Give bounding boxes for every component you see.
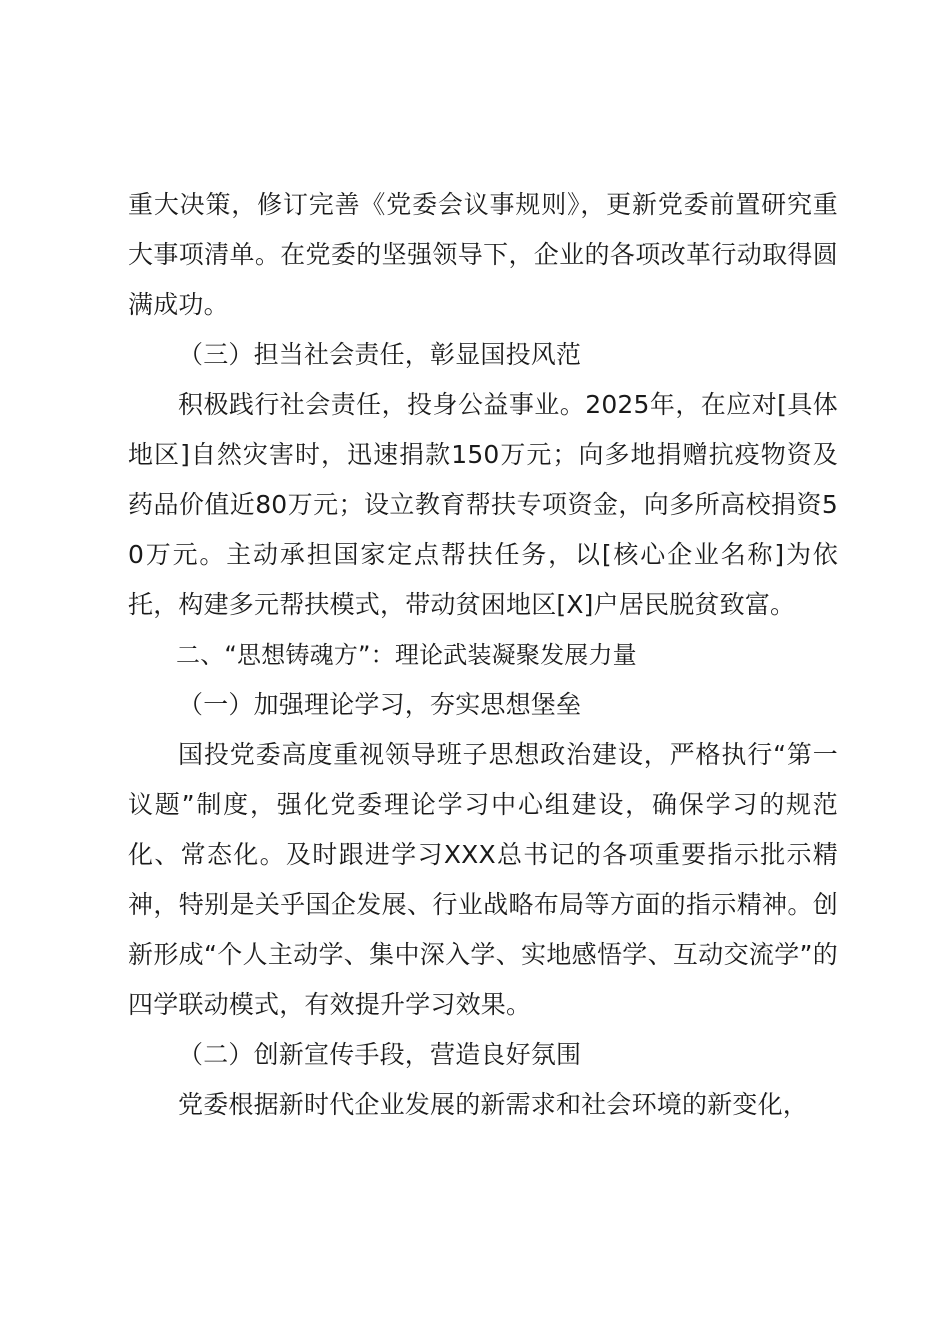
paragraph-social-responsibility: 积极践行社会责任，投身公益事业。2025年，在应对[具体地区]自然灾害时，迅速捐款150万元；向多地捐赠抗疫物资及药品价值近80万元；设立教育帮扶专项资金，向多所高校捐资50万元。主动承担国家定点帮扶任务，以[核心企业名称]为依托，构建多元帮扶模式，带动贫困地区[X]户居民脱贫致富。 [128,390,838,619]
paragraph-continuation: 重大决策，修订完善《党委会议事规则》，更新党委前置研究重大事项清单。在党委的坚强领导下，企业的各项改革行动取得圆满成功。 [128,190,838,319]
chapter-heading-2: 二、“思想铸魂方”：理论武装凝聚发展力量 [176,641,637,669]
section-heading-1: （一）加强理论学习，夯实思想堡垒 [178,690,582,719]
section-heading-3: （三）担当社会责任，彰显国投风范 [178,340,582,369]
section-heading-2: （二）创新宣传手段，营造良好氛围 [178,1040,582,1069]
document-body [128,180,838,1130]
paragraph-theory-study: 国投党委高度重视领导班子思想政治建设，严格执行“第一议题”制度，强化党委理论学习中心组建设，确保学习的规范化、常态化。及时跟进学习XXX总书记的各项重要指示批示精神，特别是关乎国企发展、行业战略布局等方面的指示精神。创新形成“个人主动学、集中深入学、实地感悟学、互动交流学”的四学联动模式，有效提升学习效果。 [128,740,838,1019]
paragraph-publicity: 党委根据新时代企业发展的新需求和社会环境的新变化， [178,1090,809,1119]
